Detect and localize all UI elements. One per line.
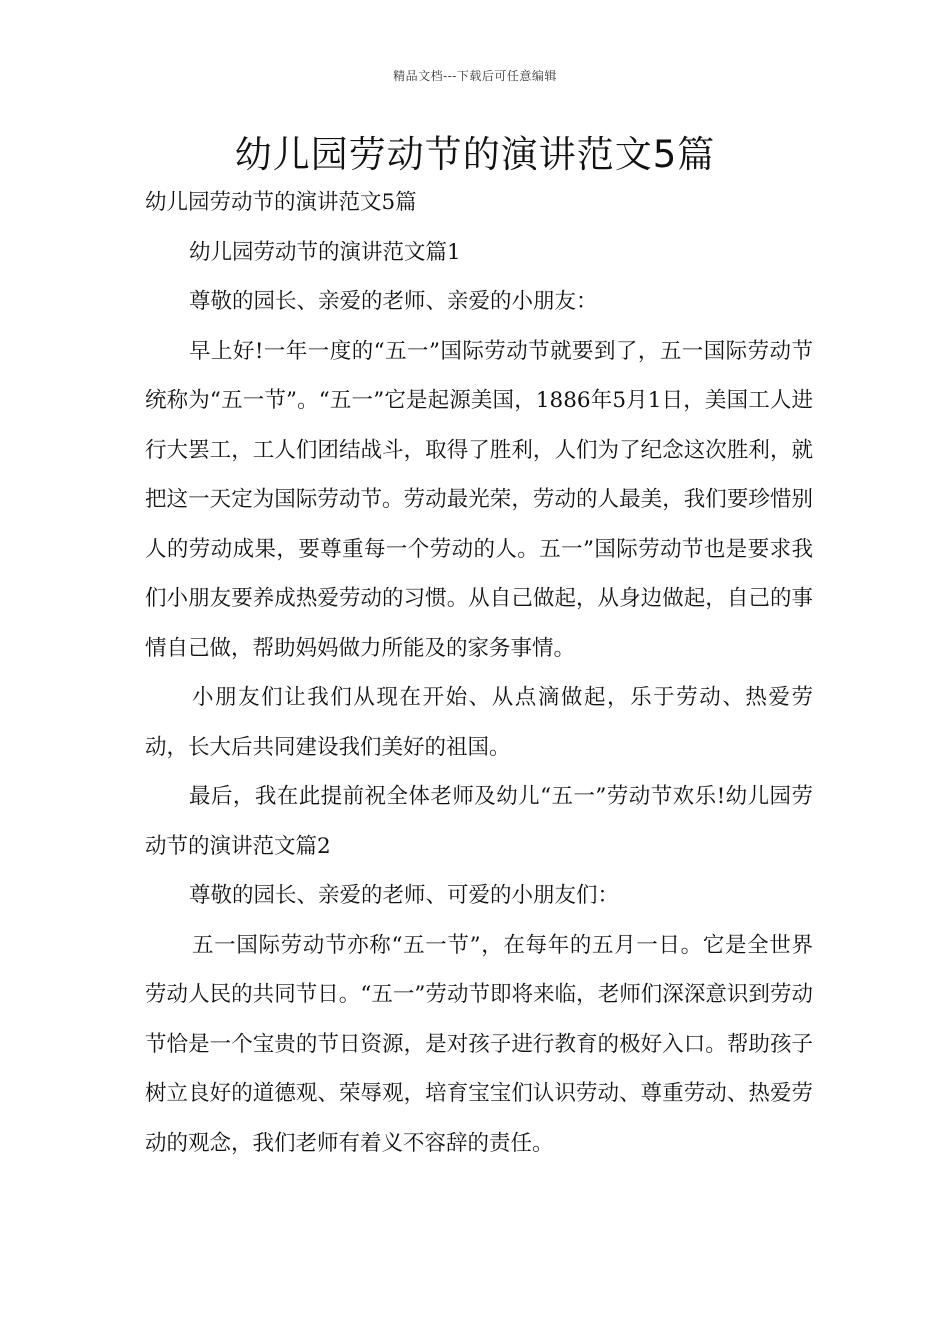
paragraph-greeting-2: 尊敬的园长、亲爱的老师、可爱的小朋友们： [189, 883, 620, 908]
paragraph-subtitle: 幼儿园劳动节的演讲范文5篇 [145, 190, 417, 215]
paragraph-closing-1: 最后，我在此提前祝全体老师及幼儿“五一”劳动节欢乐!幼儿园劳动节的演讲范文篇2 [145, 784, 813, 859]
paragraph-body-2: 小朋友们让我们从现在开始、从点滴做起，乐于劳动、热爱劳动，长大后共同建设我们美好的祖国。 [145, 685, 813, 760]
paragraph-body-1: 早上好!一年一度的“五一”国际劳动节就要到了，五一国际劳动节统称为“五一节”。“五一”它是起源美国，1886年5月1日，美国工人进行大罢工，工人们团结战斗，取得了胜利，人们为了纪念这次胜利，就把这一天定为国际劳动节。劳动最光荣，劳动的人最美，我们要珍惜别人的劳动成果，要尊重每一个劳动的人。五一”国际劳动节也是要求我们小朋友要养成热爱劳动的习惯。从自己做起，从身边做起，自己的事情自己做，帮助妈妈做力所能及的家务事情。 [145, 338, 813, 661]
document-body [145, 178, 813, 1168]
header-note: 精品文档---下载后可任意编辑 [393, 69, 557, 83]
document-title: 幼儿园劳动节的演讲范文5篇 [234, 133, 716, 176]
paragraph-greeting-1: 尊敬的园长、亲爱的老师、亲爱的小朋友： [189, 289, 598, 314]
paragraph-body-3: 五一国际劳动节亦称“五一节”，在每年的五月一日。它是全世界劳动人民的共同节日。“五一”劳动节即将来临，老师们深深意识到劳动节恰是一个宝贵的节日资源，是对孩子进行教育的极好入口。帮助孩子树立良好的道德观、荣辱观，培育宝宝们认识劳动、尊重劳动、热爱劳动的观念，我们老师有着义不容辞的责任。 [145, 932, 813, 1156]
paragraph-section-heading-1: 幼儿园劳动节的演讲范文篇1 [189, 239, 461, 265]
